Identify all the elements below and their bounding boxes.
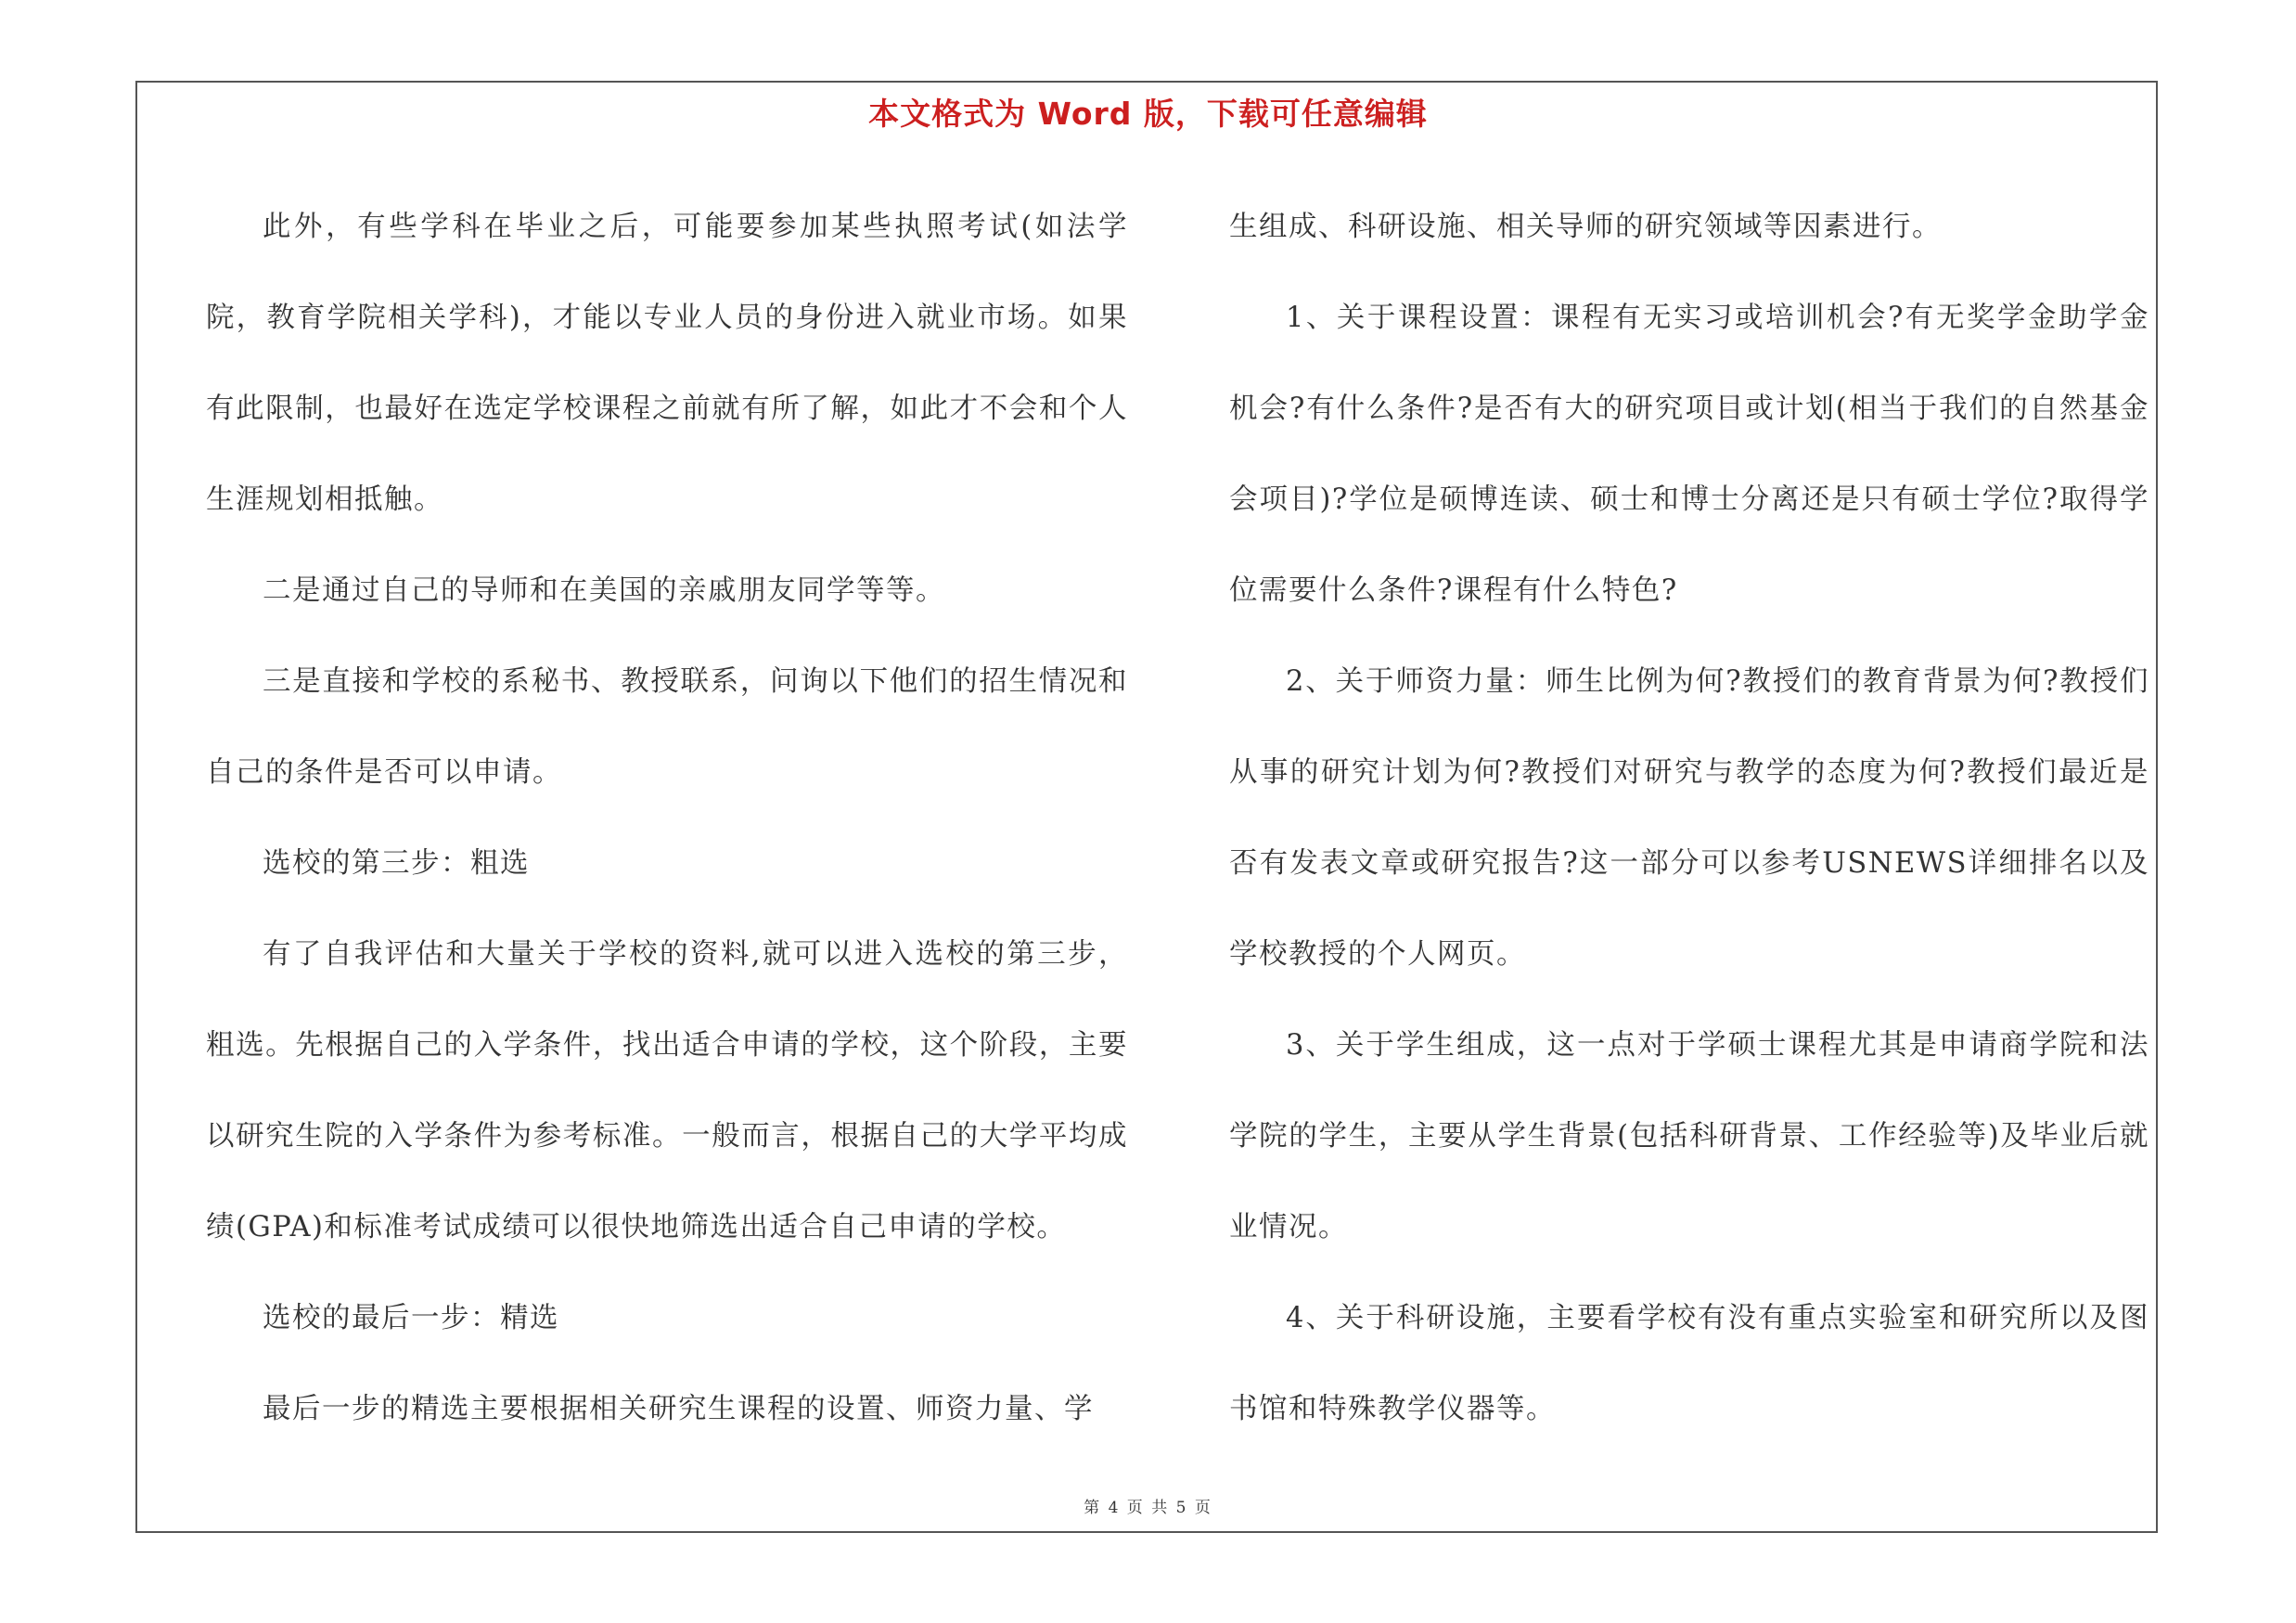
left-column xyxy=(206,182,1128,1455)
list-item: 3、关于学生组成，这一点对于学硕士课程尤其是申请商学院和法学院的学生，主要从学生背景(包括科研背景、工作经验等)及毕业后就业情况。 xyxy=(1229,1029,2149,1243)
section-heading: 选校的第三步：粗选 xyxy=(263,847,530,880)
paragraph: 有了自我评估和大量关于学校的资料,就可以进入选校的第三步，粗选。先根据自己的入学条件，找出适合申请的学校，这个阶段，主要以研究生院的入学条件为参考标准。一般而言，根据自己的大学平均成绩(GPA)和标准考试成绩可以很快地筛选出适合自己申请的学校。 xyxy=(206,938,1128,1243)
list-item: 1、关于课程设置：课程有无实习或培训机会?有无奖学金助学金机会?有什么条件?是否有大的研究项目或计划(相当于我们的自然基金会项目)?学位是硕博连读、硕士和博士分离还是只有硕士学位?取得学位需要什么条件?课程有什么特色? xyxy=(1229,302,2149,607)
paragraph: 此外，有些学科在毕业之后，可能要参加某些执照考试(如法学院，教育学院相关学科)，才能以专业人员的身份进入就业市场。如果有此限制，也最好在选定学校课程之前就有所了解，如此才不会和个人生涯规划相抵触。 xyxy=(206,211,1128,516)
list-item: 4、关于科研设施，主要看学校有没有重点实验室和研究所以及图书馆和特殊教学仪器等。 xyxy=(1229,1302,2149,1425)
page-number: 第 4 页 共 5 页 xyxy=(1084,1499,1212,1517)
paragraph: 最后一步的精选主要根据相关研究生课程的设置、师资力量、学 xyxy=(263,1393,1094,1425)
paragraph: 二是通过自己的导师和在美国的亲戚朋友同学等等。 xyxy=(263,574,945,607)
header-banner: 本文格式为 Word 版，下载可任意编辑 xyxy=(868,96,1428,132)
right-column xyxy=(1229,182,2149,1455)
list-item: 2、关于师资力量：师生比例为何?教授们的教育背景为何?教授们从事的研究计划为何?教授们对研究与教学的态度为何?教授们最近是否有发表文章或研究报告?这一部分可以参考USNEWS详细排名以及学校教授的个人网页。 xyxy=(1229,665,2149,971)
paragraph-continuation: 生组成、科研设施、相关导师的研究领域等因素进行。 xyxy=(1229,211,1942,243)
section-heading: 选校的最后一步：精选 xyxy=(263,1302,559,1334)
paragraph: 三是直接和学校的系秘书、教授联系，问询以下他们的招生情况和自己的条件是否可以申请。 xyxy=(206,665,1128,789)
